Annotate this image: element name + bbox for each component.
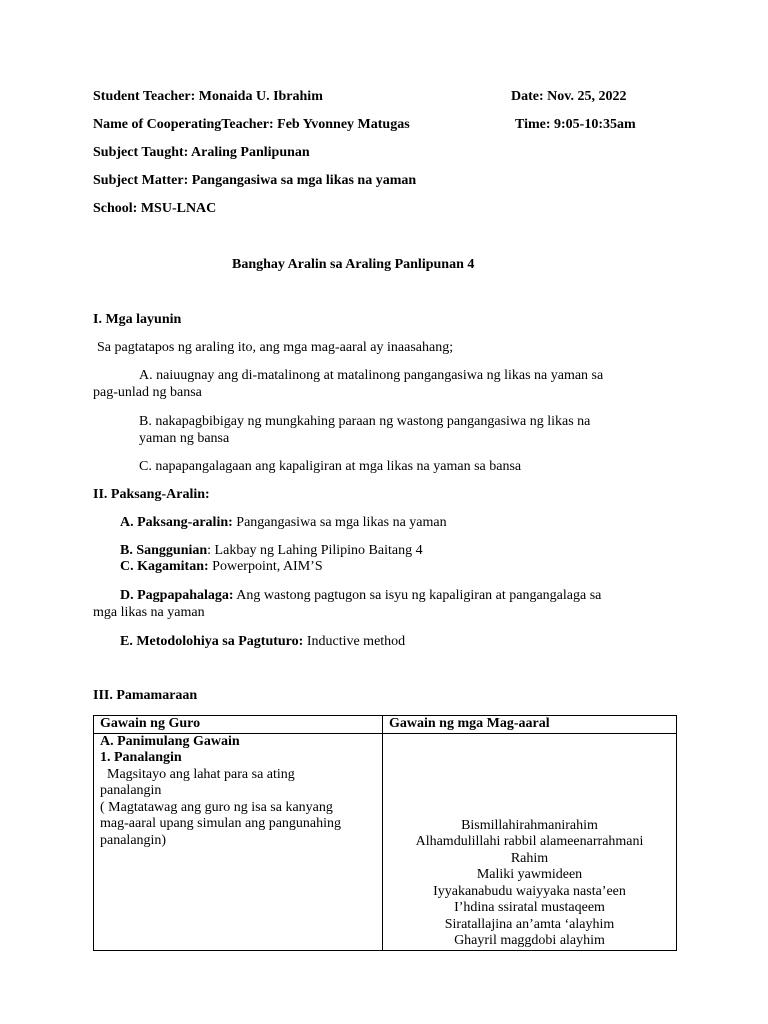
- item-e-value: Inductive method: [303, 634, 406, 649]
- paksang-aralin-item: [120, 514, 447, 531]
- prayer-line: Bismillahirahmanirahim: [461, 817, 598, 833]
- item-c-value: Powerpoint, AIM’S: [208, 559, 323, 574]
- item-d-value-line1: Ang wastong pagtugon sa isyu ng kapaligiran at pangangalaga sa: [233, 588, 602, 603]
- item-c-label: C. Kagamitan:: [120, 559, 209, 574]
- table-row: [94, 733, 677, 950]
- table-header-row: [94, 716, 677, 734]
- prayer-line: I’hdina ssiratal mustaqeem: [454, 900, 605, 915]
- student-teacher: Student Teacher: Monaida U. Ibrahim: [93, 89, 323, 104]
- objective-a-line2: pag-unlad ng bansa: [93, 385, 202, 400]
- prayer-line: Maliki yawmideen: [476, 867, 583, 882]
- col-header-teacher: Gawain ng Guro: [94, 716, 383, 734]
- subject-taught: Subject Taught: Araling Panlipunan: [93, 145, 310, 160]
- objective-b-line1: B. nakapagbibigay ng mungkahing paraan ng wastong pangangasiwa ng likas na: [139, 414, 591, 429]
- item-d-label: D. Pagpapahalaga:: [120, 588, 234, 603]
- student-activity-cell: [383, 733, 677, 950]
- item-a-label: A. Paksang-aralin:: [120, 515, 233, 530]
- teacher-line-3: ( Magtatawag ang guro ng isa sa kanyang: [100, 799, 333, 815]
- prayer-line: Iyyakanabudu waiyyaka nasta’een: [433, 883, 626, 899]
- procedure-table: [93, 715, 677, 951]
- objectives-intro: Sa pagtatapos ng araling ito, ang mga mag-aaral ay inaasahang;: [97, 340, 454, 355]
- prayer-line: Alhamdulillahi rabbil alameenarrahmani: [415, 834, 644, 849]
- subject-matter: Subject Matter: Pangangasiwa sa mga likas na yaman: [93, 173, 417, 188]
- cooperating-teacher: Name of CooperatingTeacher: Feb Yvonney Matugas: [93, 117, 410, 132]
- prayer-line: Siratallajina an’amta ‘alayhim: [444, 916, 615, 932]
- teacher-line-4: mag-aaral upang simulan ang pangunahing: [100, 816, 342, 831]
- section-2-heading: II. Paksang-Aralin:: [93, 487, 210, 502]
- document-title: Banghay Aralin sa Araling Panlipunan 4: [232, 257, 475, 272]
- teacher-line-2: panalangin: [100, 783, 162, 798]
- prayer-line: Rahim: [510, 850, 549, 866]
- objective-b-line2: yaman ng bansa: [139, 431, 230, 446]
- teacher-line-1: Magsitayo ang lahat para sa ating: [100, 766, 295, 782]
- item-d-value-line2: mga likas na yaman: [93, 605, 205, 620]
- item-b-value: : Lakbay ng Lahing Pilipino Baitang 4: [207, 543, 423, 558]
- lesson-time: Time: 9:05-10:35am: [515, 117, 636, 132]
- objective-c: C. napapangalagaan ang kapaligiran at mga likas na yaman sa bansa: [139, 459, 522, 474]
- prayer-line: Ghayril maggdobi alayhim: [454, 933, 605, 948]
- section-3-heading: III. Pamamaraan: [93, 688, 198, 703]
- part-heading: A. Panimulang Gawain: [100, 733, 240, 749]
- teacher-line-5: panalangin): [100, 832, 167, 848]
- pagpapahalaga-item: [120, 587, 601, 604]
- metodolohiya-item: [120, 633, 405, 650]
- item-a-value: Pangangasiwa sa mga likas na yaman: [232, 515, 447, 530]
- school: School: MSU-LNAC: [93, 201, 217, 216]
- kagamitan-item: [120, 558, 323, 575]
- teacher-activity-cell: [94, 733, 383, 950]
- item-b-label: B. Sanggunian: [120, 543, 208, 558]
- col-header-students: Gawain ng mga Mag-aaral: [383, 716, 677, 734]
- lesson-date: Date: Nov. 25, 2022: [511, 89, 627, 104]
- item-e-label: E. Metodolohiya sa Pagtuturo:: [120, 634, 304, 649]
- sanggunian-item: [120, 542, 423, 559]
- step-heading: 1. Panalangin: [100, 750, 182, 765]
- objective-a-line1: A. naiuugnay ang di-matalinong at matalinong pangangasiwa ng likas na yaman sa: [139, 368, 604, 383]
- section-1-heading: I. Mga layunin: [93, 312, 182, 327]
